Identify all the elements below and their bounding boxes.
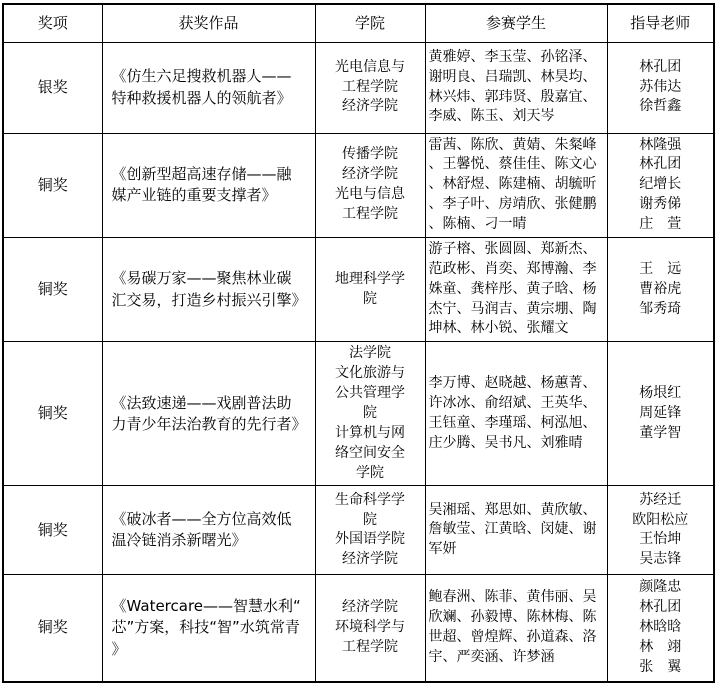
college-name: 光电与信息工程学院	[335, 186, 405, 223]
colleges-cell	[315, 575, 425, 682]
teacher-name: 徐哲鑫	[639, 98, 682, 115]
college-name: 经济学院	[342, 551, 398, 568]
teacher-name: 吴志锋	[639, 551, 682, 568]
teachers-cell	[607, 133, 714, 237]
teachers-cell	[607, 342, 714, 486]
teacher-name: 董学智	[639, 424, 682, 441]
college-name: 环境科学与工程学院	[335, 619, 405, 656]
header-cell-award: 奖项	[3, 4, 102, 42]
teacher-name: 苏伟达	[639, 78, 682, 95]
college-name: 地理科学学院	[335, 270, 405, 307]
college-name: 传播学院	[342, 146, 398, 163]
awards-table	[2, 3, 715, 683]
teacher-name: 林孔团	[639, 156, 682, 173]
teacher-name: 林 翊	[639, 639, 682, 656]
table-body	[3, 42, 714, 682]
students-cell: 鲍春洲、陈菲、黄伟丽、吴欣斓、孙毅博、陈林梅、陈世超、曾煌辉、孙道森、洛宇、严奕涵、许梦涵	[425, 575, 607, 682]
college-name: 计算机与网络空间安全学院	[335, 424, 405, 481]
work-title-cell: 《创新型超高速存储——融媒产业链的重要支撑者》	[102, 133, 315, 237]
college-name: 法学院	[349, 345, 391, 362]
teacher-name: 邹秀琦	[639, 300, 682, 317]
teacher-name: 林孔团	[639, 58, 682, 75]
table-row	[3, 486, 714, 575]
table-row	[3, 42, 714, 133]
students-cell: 黄雅婷、李玉莹、孙铭泽、谢明良、吕瑞凯、林昊均、林兴炜、郭玮贤、殷嘉宜、李威、陈玉、刘天岑	[425, 42, 607, 133]
teacher-name: 王 远	[639, 260, 682, 277]
college-name: 经济学院	[342, 599, 398, 616]
students-cell: 李万博、赵晓越、杨蕙菁、许冰冰、俞绍斌、王英华、王钰童、李瑾瑶、柯泓旭、庄少腾、吴书凡、刘雅晴	[425, 342, 607, 486]
teacher-name: 周延锋	[639, 404, 682, 421]
work-title-cell: 《法致速递——戏剧普法助力青少年法治教育的先行者》	[102, 342, 315, 486]
college-name: 经济学院	[342, 98, 398, 115]
teachers-cell	[607, 42, 714, 133]
colleges-cell	[315, 133, 425, 237]
teachers-cell	[607, 237, 714, 341]
students-cell: 吴湘瑶、郑思如、黄欣敏、詹敏莹、江黄晗、闵婕、谢军妍	[425, 486, 607, 575]
award-cell: 铜奖	[3, 342, 102, 486]
header-cell-colleges: 学院	[315, 4, 425, 42]
teacher-name: 庄 萱	[639, 216, 682, 232]
colleges-cell	[315, 342, 425, 486]
work-title-cell: 《易碳万家——聚焦林业碳汇交易，打造乡村振兴引擎》	[102, 237, 315, 341]
teacher-name: 曹裕虎	[639, 280, 682, 297]
teacher-name: 林隆强	[639, 136, 682, 153]
header-cell-students: 参赛学生	[425, 4, 607, 42]
header-cell-teachers: 指导老师	[607, 4, 714, 42]
teacher-name: 纪增长	[639, 176, 682, 193]
work-title-cell: 《仿生六足搜救机器人——特种救援机器人的领航者》	[102, 42, 315, 133]
colleges-cell	[315, 486, 425, 575]
teachers-cell	[607, 486, 714, 575]
teacher-name: 欧阳松应	[632, 511, 689, 528]
teacher-name: 王怡坤	[639, 531, 682, 548]
teachers-cell	[607, 575, 714, 682]
teacher-name: 颜隆忠	[639, 579, 682, 596]
college-name: 外国语学院	[335, 531, 405, 548]
college-name: 文化旅游与公共管理学院	[335, 365, 405, 421]
teacher-name: 林孔团	[639, 599, 682, 616]
students-cell: 游子榕、张圆圆、郑新杰、范政彬、肖奕、郑博瀚、李姝童、龚梓彤、黄子晗、杨杰宁、马润吉、黄宗堋、陶坤林、林小锐、张耀文	[425, 237, 607, 341]
colleges-cell	[315, 42, 425, 133]
table-row	[3, 133, 714, 237]
table-row	[3, 575, 714, 682]
award-cell: 铜奖	[3, 133, 102, 237]
teacher-name: 谢秀俤	[639, 196, 682, 213]
award-cell: 银奖	[3, 42, 102, 133]
work-title-cell: 《Watercare——智慧水利“芯”方案，科技“智”水筑常青》	[102, 575, 315, 682]
award-cell: 铜奖	[3, 575, 102, 682]
college-name: 生命科学学院	[335, 491, 405, 528]
teacher-name: 苏经迁	[639, 491, 682, 508]
teacher-name: 张 翼	[639, 658, 682, 675]
teacher-name: 杨垠红	[639, 385, 682, 401]
teacher-name: 林晗晗	[639, 619, 682, 636]
college-name: 经济学院	[342, 166, 398, 183]
work-title-cell: 《破冰者——全方位高效低温冷链消杀新曙光》	[102, 486, 315, 575]
table-row	[3, 237, 714, 341]
table-row	[3, 342, 714, 486]
students-cell: 雷茜、陈欣、黄婧、朱粲峰、王馨悦、蔡佳佳、陈文心、林舒煜、陈建楠、胡毓昕、李子叶、房靖欣、张健鹏、陈楠、刁一晴	[425, 133, 607, 237]
header-cell-work: 获奖作品	[102, 4, 315, 42]
colleges-cell	[315, 237, 425, 341]
award-cell: 铜奖	[3, 486, 102, 575]
header-row	[3, 4, 714, 42]
college-name: 光电信息与工程学院	[335, 58, 405, 95]
award-cell: 铜奖	[3, 237, 102, 341]
